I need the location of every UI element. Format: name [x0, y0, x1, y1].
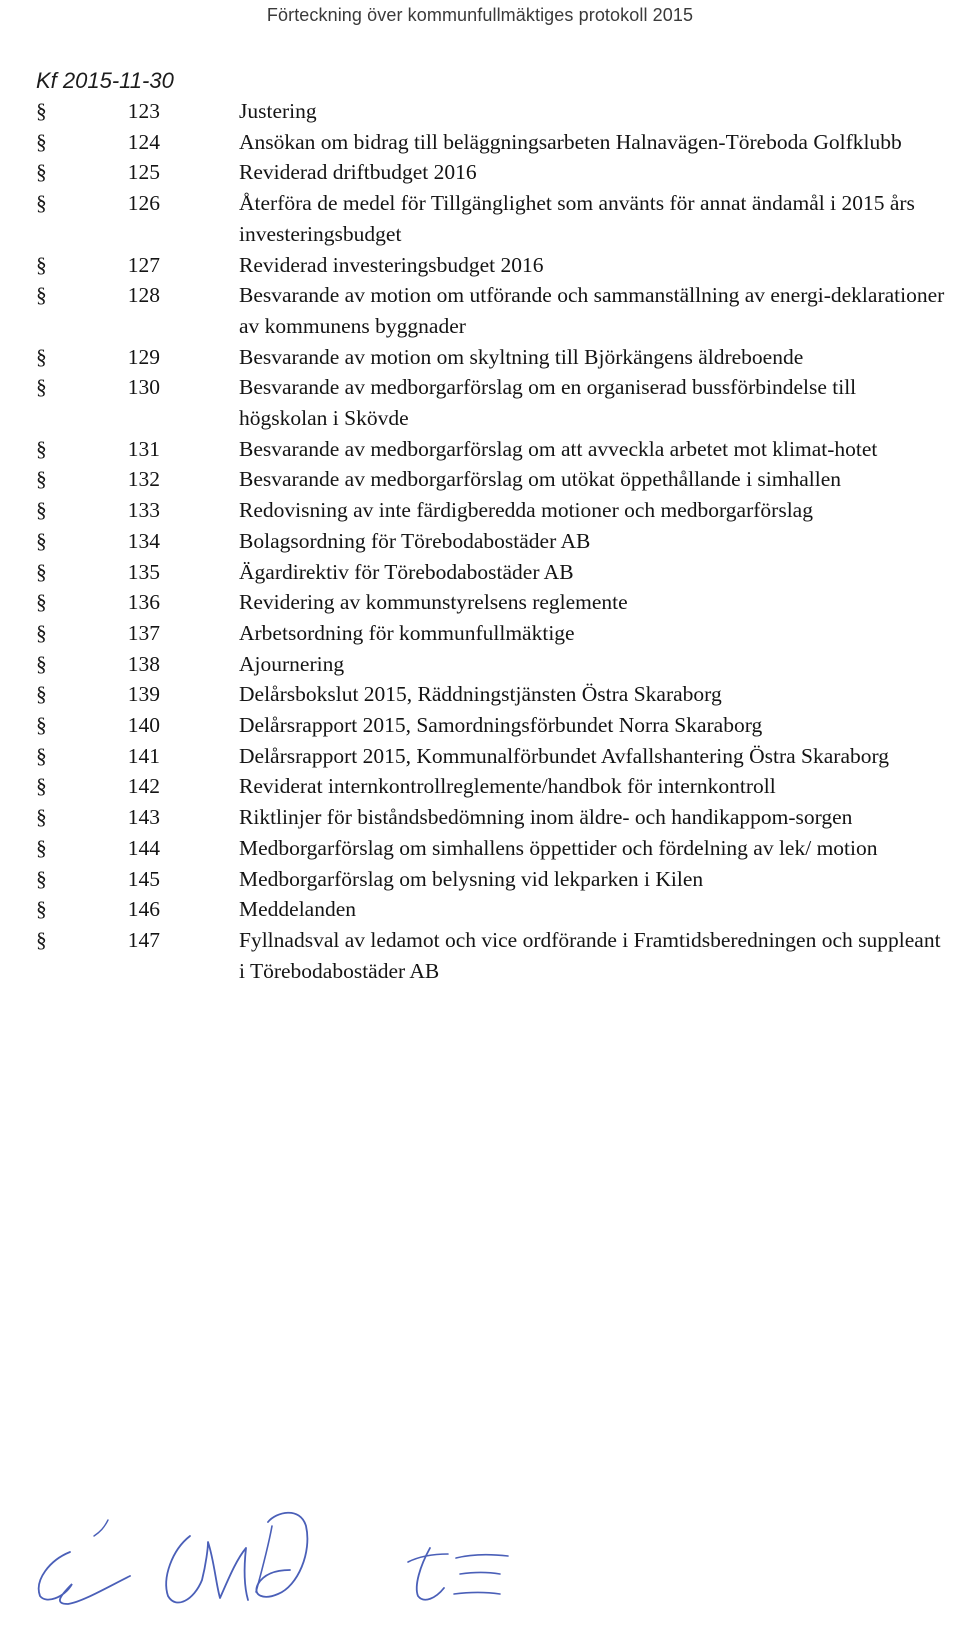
section-sign: §: [36, 713, 47, 738]
section-sign: §: [36, 528, 47, 553]
section-sign: §: [36, 160, 47, 185]
protocol-entry-137: [0, 618, 960, 649]
section-sign: §: [36, 897, 47, 922]
section-sign: §: [36, 651, 47, 676]
section-title: Reviderad investeringsbudget 2016: [239, 252, 544, 277]
section-sign: §: [36, 99, 47, 123]
section-number: 125: [127, 160, 160, 185]
section-number: 128: [127, 283, 160, 308]
section-title: Ägardirektiv för Törebodabostäder AB: [239, 559, 574, 584]
section-number: 123: [127, 99, 160, 123]
section-sign: §: [36, 129, 47, 154]
section-sign: §: [36, 344, 47, 369]
section-sign: §: [36, 375, 47, 400]
section-number: 132: [127, 467, 160, 492]
section-sign: §: [36, 805, 47, 830]
section-number: 136: [127, 590, 160, 615]
section-sign: §: [36, 927, 47, 952]
section-number: 142: [127, 774, 160, 799]
section-sign: §: [36, 436, 47, 461]
section-sign: §: [36, 743, 47, 768]
section-title: Besvarande av medborgarförslag om en organiserad bussförbindelse till högskolan i Skövde: [239, 375, 857, 431]
protocol-entry-133: [0, 495, 960, 526]
section-number: 143: [127, 805, 160, 830]
section-title: Besvarande av medborgarförslag om att avveckla arbetet mot klimat-hotet: [239, 436, 878, 461]
protocol-entry-145: [0, 864, 960, 895]
protocol-entry-140: [0, 710, 960, 741]
section-title: Medborgarförslag om simhallens öppettider och fördelning av lek/ motion: [239, 835, 878, 860]
section-number: 129: [127, 344, 160, 369]
section-sign: §: [36, 866, 47, 891]
section-title: Reviderad driftbudget 2016: [239, 160, 477, 185]
section-title: Meddelanden: [239, 897, 357, 922]
section-sign: §: [36, 283, 47, 308]
protocol-entry-139: [0, 679, 960, 710]
protocol-entry-130: [0, 372, 960, 433]
protocol-entry-141: [0, 741, 960, 772]
section-sign: §: [36, 252, 47, 277]
section-title: Ajournering: [239, 651, 345, 676]
section-title: Revidering av kommunstyrelsens reglemente: [239, 590, 628, 615]
section-title: Reviderat internkontrollreglemente/handbok för internkontroll: [239, 774, 776, 799]
section-sign: §: [36, 559, 47, 584]
section-title: Delårsbokslut 2015, Räddningstjänsten Östra Skaraborg: [239, 682, 722, 707]
section-title: Besvarande av medborgarförslag om utökat öppethållande i simhallen: [239, 467, 842, 492]
section-sign: §: [36, 835, 47, 860]
section-number: 133: [127, 498, 160, 523]
section-number: 145: [127, 866, 160, 891]
section-title: Arbetsordning för kommunfullmäktige: [239, 620, 575, 645]
section-sign: §: [36, 467, 47, 492]
section-number: 126: [127, 191, 160, 216]
section-title: Riktlinjer för biståndsbedömning inom äldre- och handikappom-sorgen: [239, 805, 853, 830]
section-number: 138: [127, 651, 160, 676]
section-title: Justering: [239, 99, 317, 123]
section-sign: §: [36, 191, 47, 216]
protocol-entry-143: [0, 802, 960, 833]
protocol-entry-126: [0, 188, 960, 249]
section-number: 124: [127, 129, 160, 154]
protocol-entry-124: [0, 127, 960, 158]
protocol-entry-144: [0, 833, 960, 864]
section-number: 140: [127, 713, 160, 738]
section-title: Delårsrapport 2015, Kommunalförbundet Avfallshantering Östra Skaraborg: [239, 743, 890, 768]
signature-3: [400, 1530, 550, 1610]
section-title: Medborgarförslag om belysning vid lekparken i Kilen: [239, 866, 704, 891]
section-number: 130: [127, 375, 160, 400]
protocol-entry-128: [0, 280, 960, 341]
section-number: 135: [127, 559, 160, 584]
signatures: [0, 1500, 960, 1635]
protocol-entry-125: [0, 157, 960, 188]
section-sign: §: [36, 590, 47, 615]
section-number: 139: [127, 682, 160, 707]
protocol-entry-138: [0, 649, 960, 680]
section-sign: §: [36, 620, 47, 645]
protocol-entry-146: [0, 894, 960, 925]
section-sign: §: [36, 498, 47, 523]
section-number: 131: [127, 436, 160, 461]
section-title: Besvarande av motion om skyltning till Björkängens äldreboende: [239, 344, 804, 369]
section-number: 141: [127, 743, 160, 768]
section-title: Redovisning av inte färdigberedda motioner och medborgarförslag: [239, 498, 813, 523]
protocol-list: [0, 96, 960, 986]
protocol-entry-147: [0, 925, 960, 986]
section-number: 134: [127, 528, 160, 553]
section-number: 144: [127, 835, 160, 860]
protocol-entry-127: [0, 250, 960, 281]
section-sign: §: [36, 682, 47, 707]
section-number: 147: [127, 927, 160, 952]
section-number: 127: [127, 252, 160, 277]
signature-2: [150, 1500, 320, 1620]
section-title: Besvarande av motion om utförande och sammanställning av energi-deklarationer av kommunens byggnader: [239, 283, 945, 338]
section-title: Delårsrapport 2015, Samordningsförbundet Norra Skaraborg: [239, 713, 763, 738]
section-number: 146: [127, 897, 160, 922]
section-number: 137: [127, 620, 160, 645]
protocol-entry-132: [0, 464, 960, 495]
protocol-entry-135: [0, 557, 960, 588]
protocol-entry-142: [0, 771, 960, 802]
page-header: Förteckning över kommunfullmäktiges protokoll 2015: [266, 5, 694, 25]
protocol-entry-129: [0, 342, 960, 373]
protocol-entry-136: [0, 587, 960, 618]
section-title: Fyllnadsval av ledamot och vice ordförande i Framtidsberedningen och suppleant i Törebodabostäder AB: [239, 927, 941, 983]
protocol-entry-131: [0, 434, 960, 465]
meeting-date: Kf 2015-11-30: [36, 68, 174, 93]
signature-1: [30, 1518, 140, 1613]
section-title: Bolagsordning för Törebodabostäder AB: [239, 528, 591, 553]
protocol-entry-134: [0, 526, 960, 557]
protocol-entry-123: [0, 96, 960, 127]
section-sign: §: [36, 774, 47, 799]
section-title: Återföra de medel för Tillgänglighet som använts för annat ändamål i 2015 års investeringsbudget: [239, 191, 915, 246]
section-title: Ansökan om bidrag till beläggningsarbeten Halnavägen-Töreboda Golfklubb: [239, 129, 902, 154]
